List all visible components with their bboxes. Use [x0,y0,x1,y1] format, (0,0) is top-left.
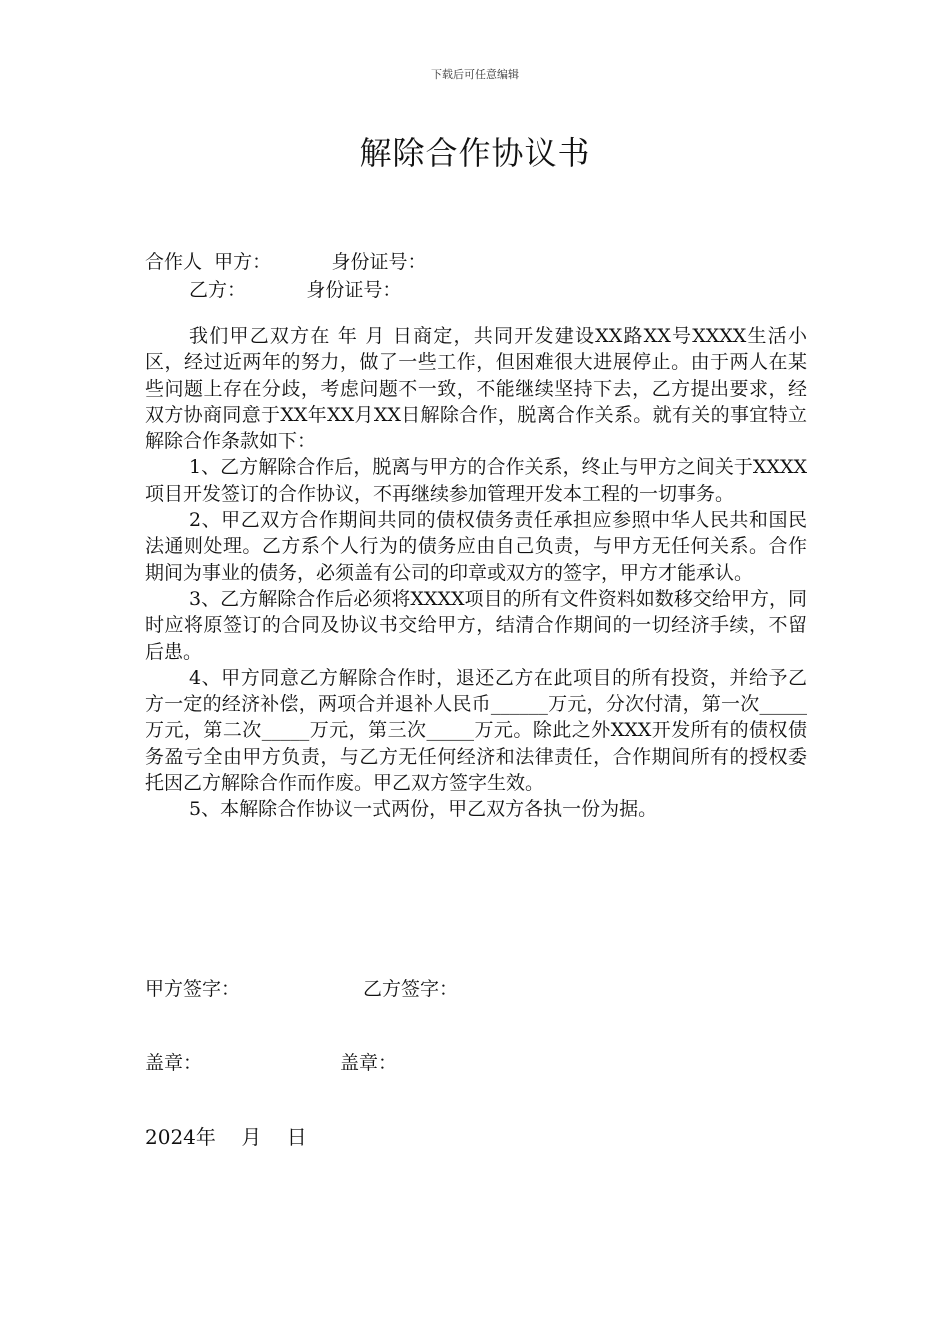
party-a-signature-label: 甲方签字： [145,978,241,1000]
date-line: 2024年 月 日 [145,1125,307,1149]
party-a-seal-label: 盖章： [145,1052,203,1074]
document-title: 解除合作协议书 [359,134,591,172]
intro-paragraph: 我们甲乙双方在 年 月 日商定，共同开发建设XX路XX号XXXX生活小区，经过近两年的努力，做了一些工作，但困难很大进展停止。由于两人在某些问题上存在分歧，考虑问题不一致，不能继续坚持下去，乙方提出要求，经双方协商同意于XX年XX月XX日解除合作，脱离合作关系。就有关的事宜特立解除合作条款如下： [145,325,807,453]
clause-3: 3、乙方解除合作后必须将XXXX项目的所有文件资料如数移交给甲方，同时应将原签订的合同及协议书交给甲方，结清合作期间的一切经济手续，不留后患。 [145,587,807,663]
clause-4: 4、甲方同意乙方解除合作时，退还乙方在此项目的所有投资，并给予乙方一定的经济补偿，两项合并退补人民币______万元，分次付清，第一次_____万元，第二次_____万元，第三次_____万元。除此之外XXX开发所有的债权债务盈亏全由甲方负责，与乙方无任何经济和法律责任，合作期间所有的授权委托因乙方解除合作而作废。甲乙双方签字生效。 [145,666,807,795]
parties-section [145,248,815,304]
party-b-signature-label: 乙方签字： [363,978,459,1000]
clause-1: 1、乙方解除合作后，脱离与甲方的合作关系，终止与甲方之间关于XXXX项目开发签订的合作协议，不再继续参加管理开发本工程的一切事务。 [145,456,807,505]
party-b-line: 乙方： 身份证号： [189,279,402,301]
party-b-seal-label: 盖章： [340,1052,398,1074]
clause-2: 2、甲乙双方合作期间共同的债权债务责任承担应参照中华人民共和国民法通则处理。乙方系个人行为的债务应由自己负责，与甲方无任何关系。合作期间为事业的债务，必须盖有公司的印章或双方的签字，甲方才能承认。 [145,509,807,584]
agreement-body [145,323,807,823]
party-a-line: 合作人 甲方： 身份证号： [145,251,427,273]
header-note: 下载后可任意编辑 [431,68,519,81]
clause-5: 5、本解除合作协议一式两份，甲乙双方各执一份为据。 [189,798,658,821]
